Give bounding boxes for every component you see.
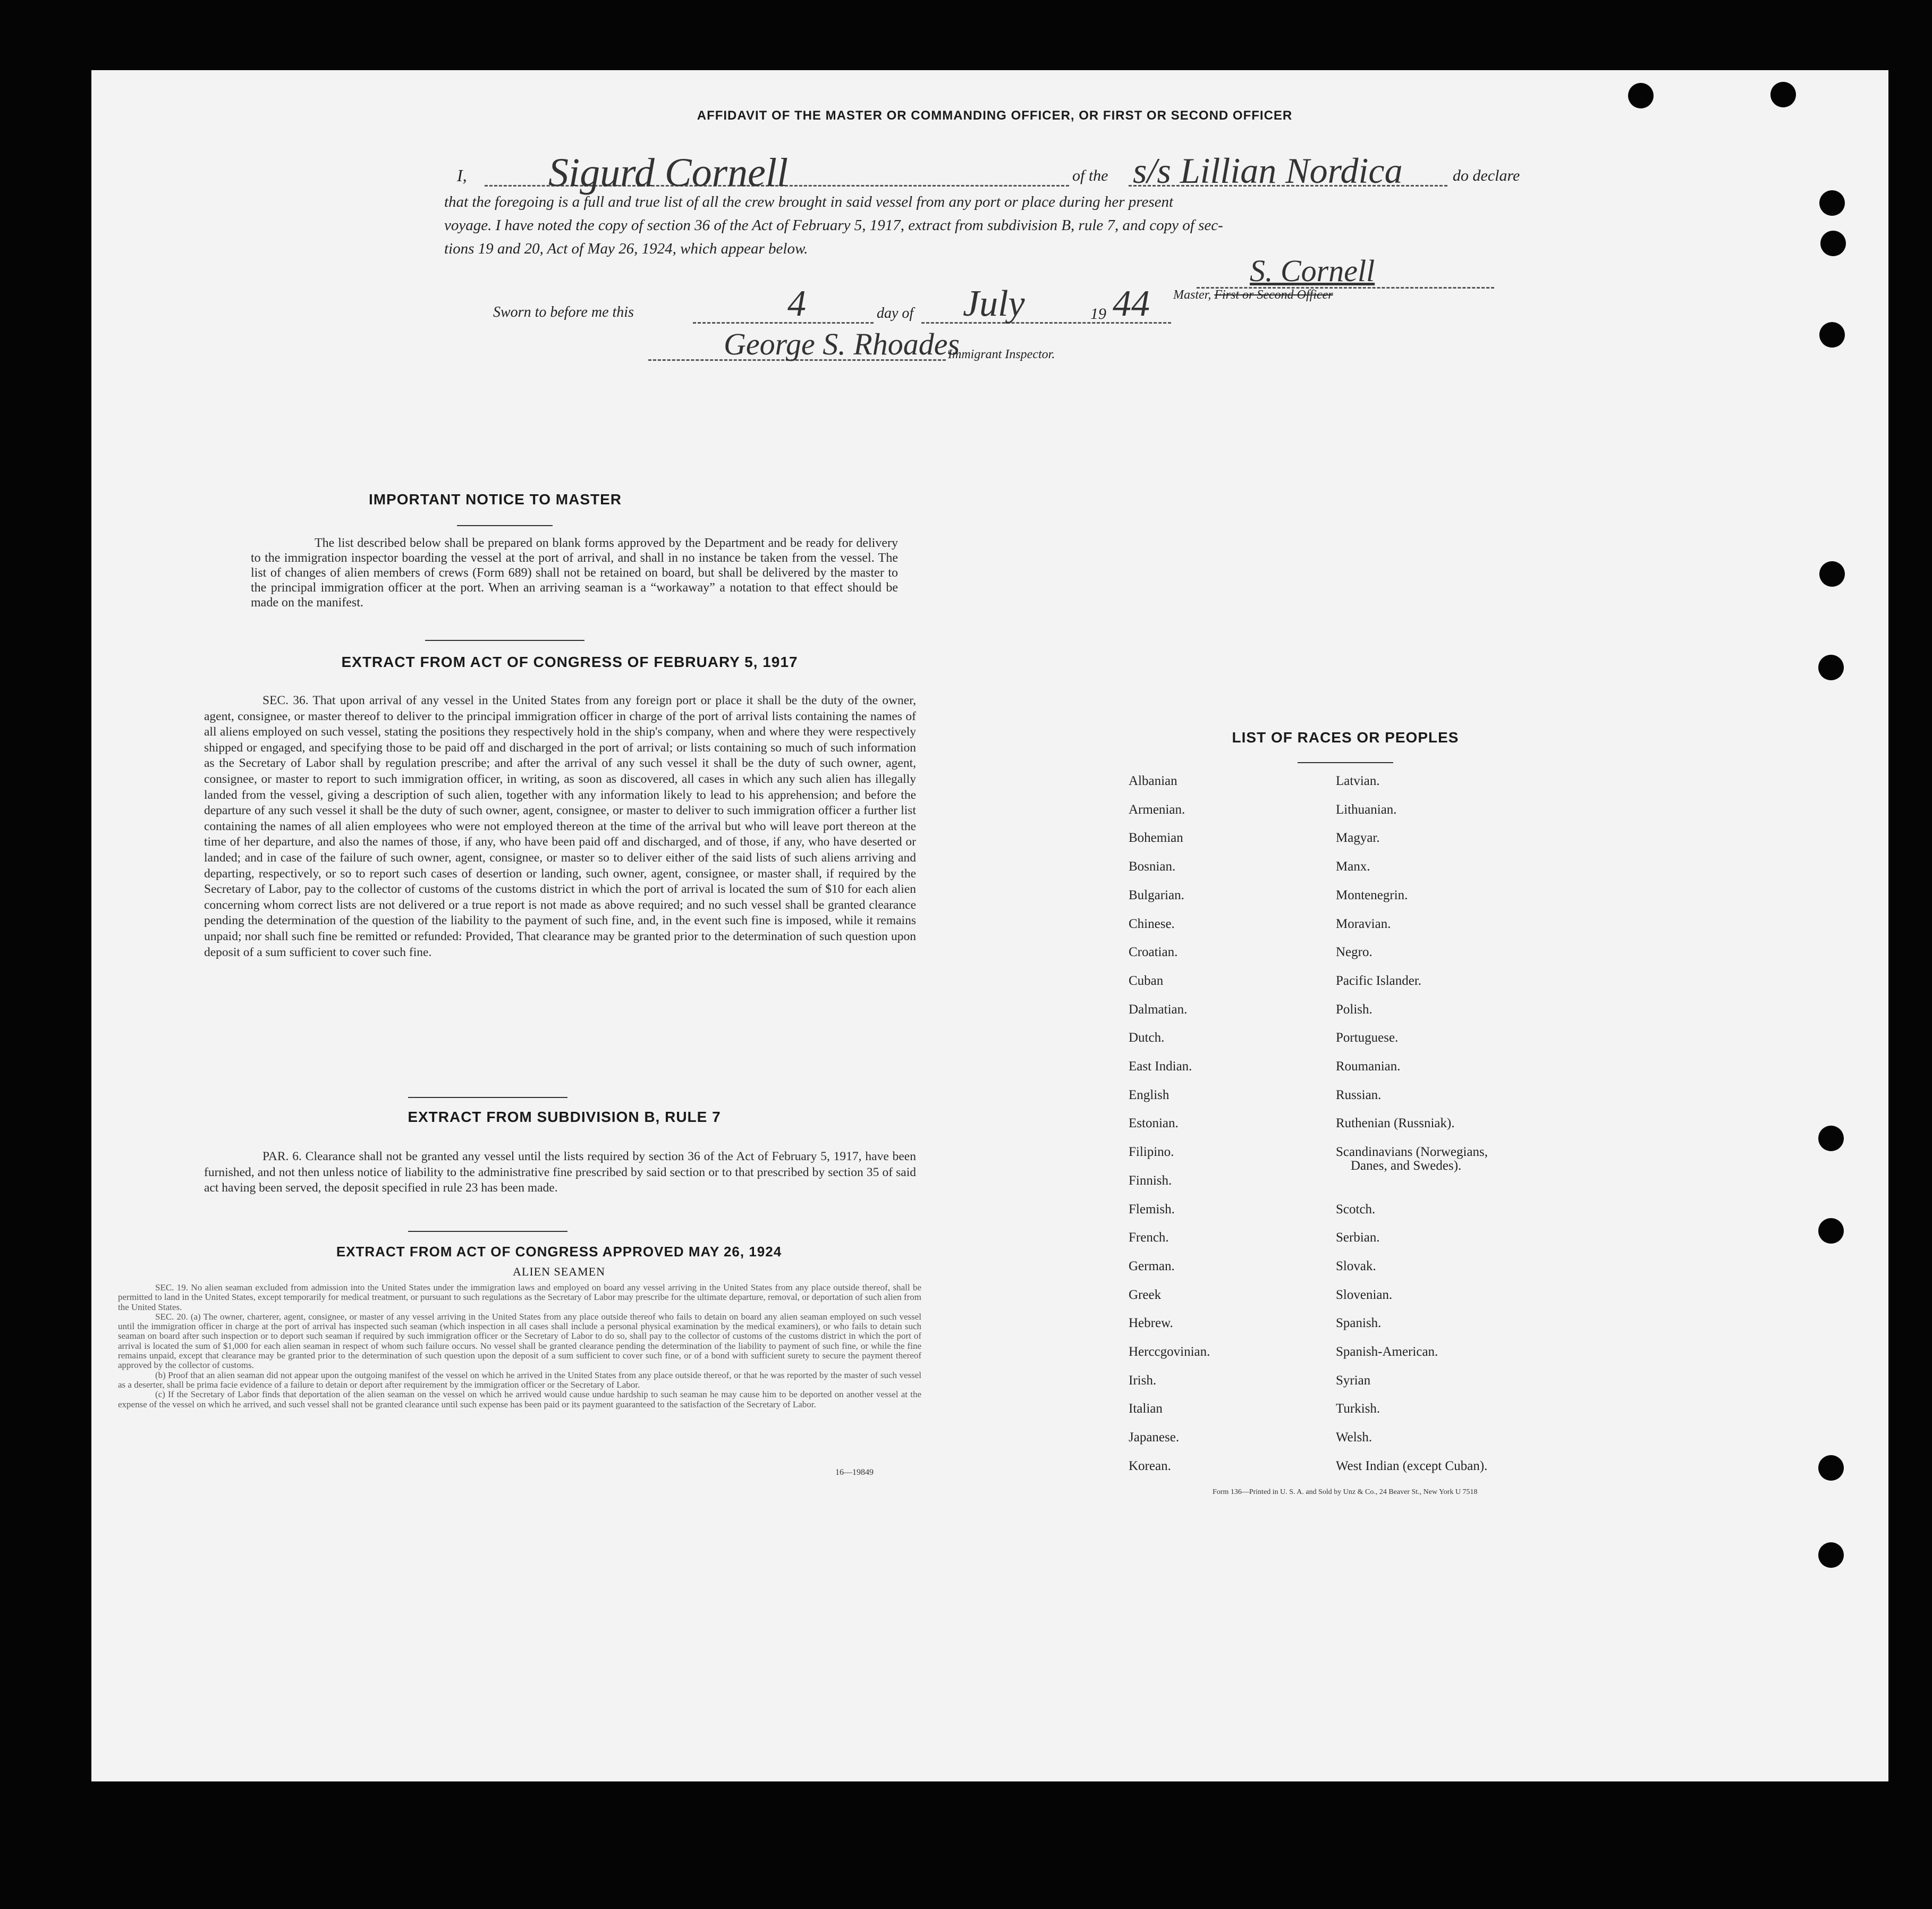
struck-officer-words: First or Second Officer (1214, 288, 1333, 302)
affidavit-body (444, 190, 1528, 260)
race-item: East Indian. (1129, 1059, 1192, 1074)
inspector-signature: George S. Rhoades (724, 327, 960, 361)
race-item: Ruthenian (Russniak). (1336, 1116, 1455, 1131)
extract-1917-title: EXTRACT FROM ACT OF CONGRESS OF FEBRUARY 5, 1917 (341, 654, 798, 670)
day-of-label: day of (877, 305, 914, 322)
rule7-text: PAR. 6. Clearance shall not be granted any vessel until the lists required by section 36 of the Act of February 5, 1917, have been furnished, and not then unless notice of liability to the administrative fine prescribed by said section or to that prescribed by section 35 of said act having been served, the deposit specified in rule 23 has been made. (204, 1150, 916, 1195)
race-item: Russian. (1336, 1087, 1382, 1102)
sec20a-text: SEC. 20. (a) The owner, charterer, agent, consignee, or master of any vessel arriving in the United States from any place outside thereof who fails to detain on board any alien seaman employed on such vessel until the immigration officer in charge at the port of arrival has inspected such seaman (which inspection in all cases shall include a personal physical examination by the medical examiners), or who fails to detain such seaman on board after such inspection or to deport such seaman if required by such immigration officer or the Secretary of Labor to do so, shall pay to the collector of customs of the customs district in which the port of arrival is located the sum of $1,000 for each alien seaman in respect of whom such failure occurs. No vessel shall be granted clearance pending the determination of the liability to payment of such fine, or while the fine remains unpaid, except that clearance may be granted prior to the determination of such question upon the deposit of a sum sufficient to cover such fine, or of a bond with sufficient surety to secure the payment thereof approved by the collector of customs. (118, 1311, 921, 1371)
race-item: French. (1129, 1230, 1169, 1245)
race-item: Welsh. (1336, 1430, 1372, 1445)
binder-hole (1818, 1455, 1844, 1481)
binder-hole (1818, 1126, 1844, 1151)
affidavit-line-3: voyage. I have noted the copy of section 36 of the Act of February 5, 1917, extract from subdivision B, rule 7, and copy of sec- (444, 217, 1223, 234)
binder-hole (1818, 655, 1844, 680)
race-item: Serbian. (1336, 1230, 1380, 1245)
race-item: Slovak. (1336, 1258, 1376, 1273)
year-prefix: 19 (1090, 305, 1106, 323)
race-item: Dalmatian. (1129, 1002, 1188, 1017)
binder-hole (1819, 190, 1845, 216)
sworn-label: Sworn to before me this (493, 304, 634, 320)
printer-footer: Form 136—Printed in U. S. A. and Sold by Unz & Co., 24 Beaver St., New York U 7518 (1213, 1488, 1478, 1496)
race-item: Lithuanian. (1336, 802, 1397, 817)
rule7-title: EXTRACT FROM SUBDIVISION B, RULE 7 (408, 1109, 721, 1125)
race-item: Greek (1129, 1287, 1162, 1302)
race-item: English (1129, 1087, 1170, 1102)
affidavit-i: I, (457, 166, 467, 185)
race-item: Estonian. (1129, 1116, 1179, 1131)
race-item: Scotch. (1336, 1202, 1376, 1217)
binder-hole (1628, 83, 1654, 108)
races-title: LIST OF RACES OR PEOPLES (1232, 729, 1459, 746)
vessel-name-handwritten: s/s Lillian Nordica (1133, 150, 1403, 191)
race-item: Bulgarian. (1129, 888, 1184, 902)
binder-hole (1818, 1542, 1844, 1568)
sec19-text: SEC. 19. No alien seaman excluded from admission into the United States under the immigration laws and employed on board any vessel arriving in the United States from any place outside thereof, shall be permitted to land in the United States, except temporarily for medical treatment, or pursuant to such regulations as the Secretary of Labor may prescribe for the ultimate departure, removal, or deportation of such alien from the United States. (118, 1282, 921, 1312)
race-item: Finnish. (1129, 1173, 1172, 1188)
binder-hole (1818, 1218, 1844, 1244)
master-title-label (1173, 288, 1333, 302)
race-item: Montenegrin. (1336, 888, 1408, 902)
race-item: Dutch. (1129, 1030, 1165, 1045)
document-page (91, 70, 1888, 1781)
rule-1917 (425, 640, 584, 641)
race-item: Latvian. (1336, 774, 1380, 788)
rule-rule7 (408, 1097, 567, 1098)
binder-hole (1819, 322, 1845, 348)
month-handwritten: July (963, 283, 1025, 324)
year-handwritten: 44 (1113, 283, 1150, 324)
race-item: Roumanian. (1336, 1059, 1401, 1074)
race-item: Bosnian. (1129, 859, 1176, 874)
sec20c-text: (c) If the Secretary of Labor finds that deportation of the alien seaman on the vessel on which he arrived would cause undue hardship to such seaman he may cause him to be deported on another vessel at the expense of the vessel on which he arrived, and such vessel shall not be granted clearance until such expense has been paid or its payment guaranteed to the satisfaction of the Secretary of Labor. (118, 1389, 921, 1409)
race-item: Syrian (1336, 1373, 1371, 1388)
day-line (693, 322, 874, 324)
race-item: Slovenian. (1336, 1287, 1393, 1302)
master-name-handwritten: Sigurd Cornell (548, 150, 789, 195)
race-item: Herccgovinian. (1129, 1345, 1210, 1359)
race-item: Armenian. (1129, 802, 1185, 817)
of-the-label: of the (1072, 167, 1108, 184)
race-item: Japanese. (1129, 1430, 1180, 1445)
race-item: Negro. (1336, 945, 1372, 960)
do-declare-label: do declare (1453, 167, 1520, 184)
race-item: Turkish. (1336, 1401, 1380, 1416)
master-signature: S. Cornell (1250, 254, 1375, 288)
extract-1924-title: EXTRACT FROM ACT OF CONGRESS APPROVED MAY 26, 1924 (336, 1244, 782, 1260)
affidavit-line-2: that the foregoing is a full and true list of all the crew brought in said vessel from any port or place during her present (444, 193, 1174, 210)
race-item: Albanian (1129, 774, 1177, 788)
notice-text: The list described below shall be prepared on blank forms approved by the Department and be ready for delivery to the immigration inspector boarding the vessel at the port of arrival, and shall in no instance be taken from the vessel. The list of changes of alien members of crews (Form 689) shall not be retained on board, but shall be delivered by the master to the principal immigration officer at the port. When an arriving seaman is a “workaway” a notation to that effect should be made on the manifest. (251, 536, 898, 610)
race-item: German. (1129, 1258, 1175, 1273)
race-item: Filipino. (1129, 1145, 1174, 1160)
inspector-label: Immigrant Inspector. (948, 348, 1055, 361)
rule-1924 (408, 1231, 567, 1232)
race-item: Polish. (1336, 1002, 1372, 1017)
sec20b-text: (b) Proof that an alien seaman did not appear upon the outgoing manifest of the vessel on which he arrived in the United States from any place outside thereof, or that he was reported by the master of such vessel as a deserter, shall be prima facie evidence of a failure to detain or deport after requirement by the immigration officer or the Secretary of Labor. (118, 1370, 921, 1390)
notice-title: IMPORTANT NOTICE TO MASTER (368, 491, 622, 508)
race-item: Korean. (1129, 1458, 1171, 1473)
race-item: Chinese. (1129, 916, 1175, 931)
race-item: Manx. (1336, 859, 1370, 874)
race-item: Spanish-American. (1336, 1345, 1438, 1359)
race-item: Moravian. (1336, 916, 1391, 931)
notice-rule (457, 525, 553, 526)
extract-1924-body (118, 1283, 921, 1409)
race-item: Spanish. (1336, 1316, 1382, 1331)
race-item: Croatian. (1129, 945, 1178, 960)
binder-hole (1820, 231, 1846, 256)
race-item: Pacific Islander. (1336, 973, 1422, 988)
form-code: 16—19849 (835, 1468, 874, 1477)
race-item: Hebrew. (1129, 1316, 1173, 1331)
day-handwritten: 4 (787, 283, 806, 324)
affidavit-line-4: tions 19 and 20, Act of May 26, 1924, which appear below. (444, 240, 808, 257)
race-item: Italian (1129, 1401, 1163, 1416)
race-item: Danes, and Swedes). (1351, 1159, 1462, 1173)
extract-1924-subtitle: ALIEN SEAMEN (513, 1265, 605, 1278)
race-item: Bohemian (1129, 831, 1183, 846)
master-word: Master, (1173, 288, 1211, 302)
race-item: Portuguese. (1336, 1030, 1399, 1045)
race-item: Magyar. (1336, 831, 1380, 846)
races-rule (1298, 762, 1393, 763)
race-item: Scandinavians (Norwegians, (1336, 1145, 1488, 1160)
affidavit-title: AFFIDAVIT OF THE MASTER OR COMMANDING OFFICER, OR FIRST OR SECOND OFFICER (697, 108, 1293, 123)
race-item: West Indian (except Cuban). (1336, 1458, 1488, 1473)
race-item: Irish. (1129, 1373, 1157, 1388)
binder-hole (1770, 82, 1796, 107)
binder-hole (1819, 561, 1845, 587)
race-item: Cuban (1129, 973, 1164, 988)
race-item: Flemish. (1129, 1202, 1175, 1217)
extract-1917-text: SEC. 36. That upon arrival of any vessel in the United States from any foreign port or place it shall be the duty of the owner, agent, consignee, or master thereof to deliver to the principal immigration officer in charge of the port of arrival lists containing the names of all aliens employed on such vessel, stating the positions they respectively hold in the ship's company, when and where they were respectively shipped or engaged, and specifying those to be paid off and discharged in the port of arrival; or lists containing so much of such information as the Secretary of Labor shall by regulation prescribe; and after the arrival of any such vessel it shall be the duty of such owner, agent, consignee, or master to report to such immigration officer, in writing, as soon as discovered, all cases in which any such alien has illegally landed from the vessel, giving a description of such alien, together with any information likely to lead to his apprehension; and before the departure of any such vessel it shall be the duty of such owner, agent, consignee, or master to deliver to such immigration officer a further list containing the names of all alien employees who were not employed thereon at the time of the arrival but who will leave port thereon at the time of her departure, and also the names of those, if any, who have been paid off and discharged, and of those, if any, who have deserted or landed; and in case of the failure of such owner, agent, consignee, or master so to deliver either of the said lists of such aliens arriving and departing, respectively, or so to report such cases of desertion or landing, such owner, agent, consignee, or master shall, if required by the Secretary of Labor, pay to the collector of customs of the customs district in which the port of arrival is located the sum of $10 for each alien concerning whom correct lists are not delivered or a true report is not made as above required; and no such vessel shall be granted clearance pending the determination of the question of the liability to the payment of such fine, and, in the event such fine is imposed, while it remains unpaid; nor shall such fine be remitted or refunded: Provided, That clearance may be granted prior to the determination of such question upon deposit of a sum sufficient to cover such fine. (204, 694, 916, 959)
